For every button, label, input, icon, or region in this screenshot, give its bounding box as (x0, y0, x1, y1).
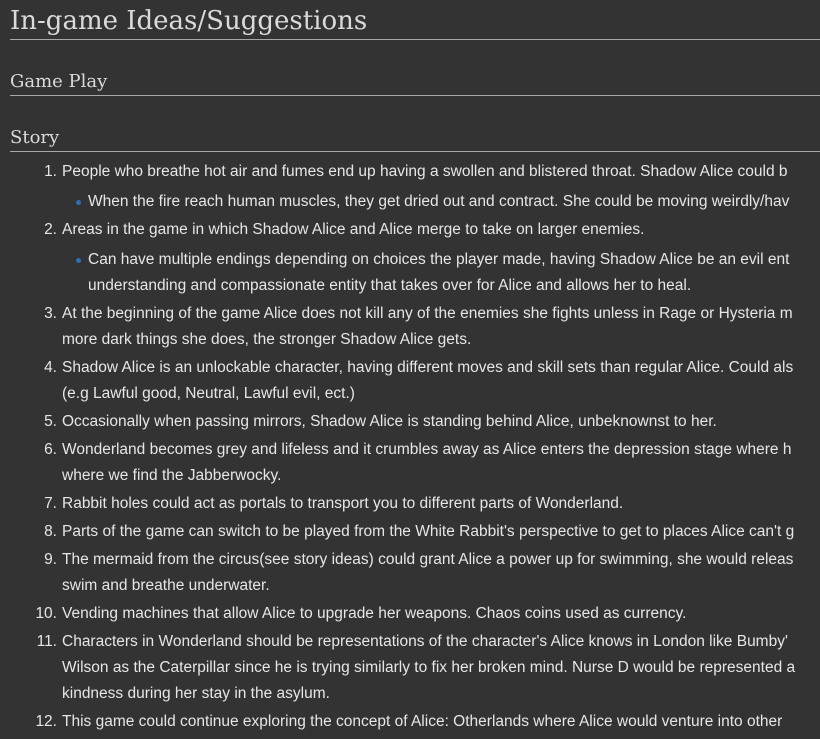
list-item-text: At the beginning of the game Alice does not kill any of the enemies she fights unless in Rage or Hysteria m more dark things she does, the stronger Shadow Alice gets. (62, 305, 793, 348)
story-list-item (0, 709, 820, 735)
sub-list-item (0, 247, 820, 299)
list-item-number: 2. (44, 221, 57, 238)
list-item-number: 3. (44, 305, 57, 322)
title-divider (10, 39, 820, 40)
sub-list-item-text: When the fire reach human muscles, they get dried out and contract. She could be moving weirdly/hav (88, 193, 790, 210)
story-list-item (0, 629, 820, 707)
list-item-number: 4. (44, 359, 57, 376)
bullet-icon (76, 200, 81, 205)
list-item-number: 10. (35, 605, 57, 622)
story-list-item (0, 217, 820, 299)
list-item-text: People who breathe hot air and fumes end up having a swollen and blistered throat. Shadow Alice could b (62, 163, 788, 180)
story-list-item (0, 355, 820, 407)
section-divider-story (10, 151, 820, 152)
story-list-item (0, 601, 820, 627)
list-item-number: 7. (44, 495, 57, 512)
list-item-number: 9. (44, 551, 57, 568)
list-item-number: 6. (44, 441, 57, 458)
list-item-text: This game could continue exploring the concept of Alice: Otherlands where Alice would venture into other (62, 713, 783, 730)
story-list-item (0, 301, 820, 353)
story-ideas-list (0, 159, 820, 737)
list-item-text: Rabbit holes could act as portals to transport you to different parts of Wonderland. (62, 495, 624, 512)
sub-list-item-text: Can have multiple endings depending on choices the player made, having Shadow Alice be an evil ent understanding and compassionate entity that takes over for Alice and allows her to heal. (88, 251, 790, 294)
story-list-item (0, 519, 820, 545)
story-list-item (0, 491, 820, 517)
section-heading-gameplay: Game Play (10, 71, 108, 92)
story-list-item (0, 409, 820, 435)
sub-list-item (0, 189, 820, 215)
list-item-number: 12. (35, 713, 57, 730)
list-item-text: The mermaid from the circus(see story ideas) could grant Alice a power up for swimming, she would releas swim and breathe underwater. (62, 551, 794, 594)
section-divider-gameplay (10, 95, 820, 96)
list-item-text: Characters in Wonderland should be representations of the character's Alice knows in London like Bumby' Wilson as the Caterpillar since he is trying similarly to fix her broken mind. Nurse D would be represented a kindness during her stay in the asylum. (62, 633, 796, 702)
list-item-number: 1. (44, 163, 57, 180)
section-heading-story: Story (10, 127, 60, 148)
list-item-text: Occasionally when passing mirrors, Shadow Alice is standing behind Alice, unbeknownst to her. (62, 413, 717, 430)
story-list-item (0, 437, 820, 489)
list-item-text: Vending machines that allow Alice to upgrade her weapons. Chaos coins used as currency. (62, 605, 687, 622)
page-title: In-game Ideas/Suggestions (10, 6, 368, 36)
list-item-number: 11. (36, 633, 57, 650)
story-list-item (0, 547, 820, 599)
bullet-icon (76, 258, 81, 263)
list-item-text: Shadow Alice is an unlockable character, having different moves and skill sets than regular Alice. Could als (e.g Lawful good, Neutral, Lawful evil, ect.) (62, 359, 794, 402)
list-item-text: Wonderland becomes grey and lifeless and it crumbles away as Alice enters the depression stage where h where we find the Jabberwocky. (62, 441, 792, 484)
list-item-text: Areas in the game in which Shadow Alice and Alice merge to take on larger enemies. (62, 221, 645, 238)
story-list-item (0, 159, 820, 215)
list-item-number: 8. (44, 523, 57, 540)
list-item-text: Parts of the game can switch to be played from the White Rabbit's perspective to get to places Alice can't g (62, 523, 795, 540)
list-item-number: 5. (44, 413, 57, 430)
